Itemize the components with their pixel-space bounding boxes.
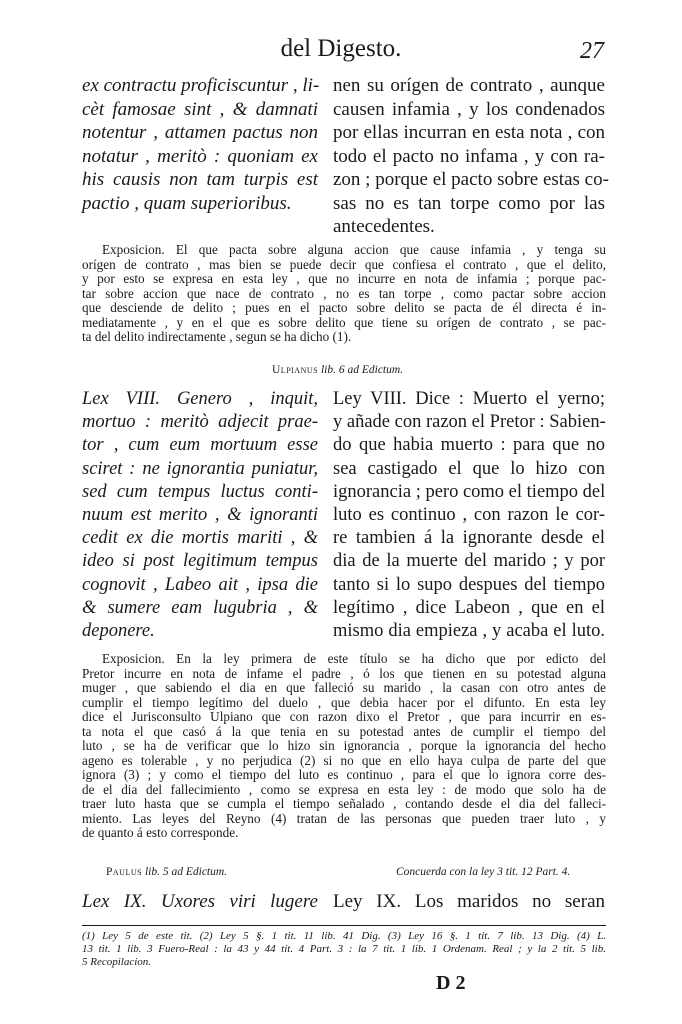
spanish-line: sas no es tan torpe como por las bbox=[333, 192, 605, 214]
latin-line: cognovit , Labeo ait , ipsa die bbox=[82, 574, 318, 595]
latin-line: nuum est merito , & ignoranti bbox=[82, 505, 318, 526]
signature-mark: D 2 bbox=[436, 972, 466, 994]
latin-line: ideo si post legitimum tempus bbox=[82, 551, 318, 572]
latin-line: Lex IX. Uxores viri lugere bbox=[82, 891, 318, 912]
latin-column-3 bbox=[82, 890, 318, 914]
footnote-divider bbox=[82, 925, 606, 926]
spanish-column-1 bbox=[333, 74, 609, 239]
exposicion-line: de quanto á esto corresponde. bbox=[82, 825, 239, 840]
spanish-line: y añade con razon el Pretor : Sabien- bbox=[333, 412, 606, 433]
spanish-line: legítimo , dice Labeon , que en el bbox=[333, 597, 605, 618]
concordance-note: Concuerda con la ley 3 tit. 12 Part. 4. bbox=[396, 866, 571, 878]
spanish-line: nen su orígen de contrato , aunque bbox=[333, 75, 605, 96]
exposicion-line: Exposicion. El que pacta sobre alguna accion que cause infamia , y tenga su bbox=[102, 242, 606, 257]
exposicion-line: dice el Jurisconsulto Ulpiano que con razon dixo el Pretor , que para incurrir en es- bbox=[82, 709, 606, 724]
exposicion-line: ta del delito indirectamente , segun se ha dicho (1). bbox=[82, 329, 352, 344]
latin-line: ex contractu proficiscuntur , li- bbox=[82, 75, 320, 96]
exposicion-paragraph-1 bbox=[82, 243, 606, 345]
spanish-line: Ley VIII. Dice : Muerto el yerno; bbox=[333, 389, 605, 409]
exposicion-line: ta nota el que casó á la que tenia en su potestad antes de cumplir el tiempo del bbox=[82, 723, 606, 739]
spanish-column-2 bbox=[333, 388, 605, 643]
footnote-line: 13 tit. 1 lib. 3 Fuero-Real : la 43 y 44 tit. 4 Part. 3 : la 7 tit. 1 lib. 1 Ordenam. Real ; y la 2 tit. 5 lib. bbox=[82, 943, 606, 955]
source-citation-1 bbox=[272, 364, 403, 376]
exposicion-line: y por esto se expresa en esta ley , que no incurre en nota de infamia ; porque pac- bbox=[82, 271, 606, 286]
exposicion-paragraph-2 bbox=[82, 652, 606, 841]
exposicion-line: mediatamente , y en el que es sobre delito que tiene su orígen de contrato , se pac- bbox=[82, 314, 606, 330]
spanish-line: re tambien á la ignorante desde el bbox=[333, 528, 605, 549]
exposicion-line: tar sobre accion que nace de contrato , no es tan torpe , como pactar sobre accion bbox=[82, 285, 606, 301]
spanish-line: mismo dia empieza , y acaba el luto. bbox=[333, 621, 605, 642]
latin-line: notatur , meritò : quoniam ex bbox=[82, 145, 318, 167]
spanish-column-3 bbox=[333, 890, 605, 914]
latin-line: notentur , attamen pactus non bbox=[82, 122, 318, 143]
latin-column-2 bbox=[82, 388, 318, 643]
spanish-line: causen infamia , y los condenados bbox=[333, 98, 605, 120]
exposicion-line: traer luto hasta que se cumpla el tiempo señalado , contando desde el dia del falleci- bbox=[82, 796, 606, 811]
latin-line: tor , cum eum mortuum esse bbox=[82, 435, 318, 456]
exposicion-line: que desciende de delito ; pues en el pacto sobre delito se pacta de él directa é in- bbox=[82, 300, 606, 315]
exposicion-line: miento. Las leyes del Reyno (4) tratan de las personas que pueden traer luto , y bbox=[82, 810, 606, 826]
exposicion-line: orígen de contrato , mas bien se puede decir que confiesa el contrato , que el delito, bbox=[82, 256, 606, 272]
source-reference: lib. 6 ad Edictum. bbox=[320, 364, 404, 376]
footnotes bbox=[82, 930, 606, 969]
running-head-title: del Digesto. bbox=[280, 35, 402, 62]
spanish-line: todo el pacto no infama , y con ra- bbox=[333, 145, 605, 167]
exposicion-line: muger , que sabiendo el dia en que falleció su marido , la casan con otro antes de bbox=[82, 680, 606, 695]
spanish-line: sea castigado el que lo hizo con bbox=[333, 458, 605, 479]
latin-line: cedit ex die mortis mariti , & bbox=[82, 528, 318, 549]
spanish-line: por ellas incurran en esta nota , con bbox=[333, 122, 605, 143]
spanish-line: Ley IX. Los maridos no seran bbox=[333, 891, 605, 912]
exposicion-line: de el dia del fallecimiento , como se expresa en esta ley : de modo que solo ha de bbox=[82, 781, 606, 797]
latin-line: Lex VIII. Genero , inquit, bbox=[82, 389, 318, 409]
spanish-line: ignorancia ; pero como el tiempo del bbox=[333, 481, 606, 502]
latin-line: & sumere eam lugubria , & bbox=[82, 597, 318, 618]
spanish-line: dia de la muerte del marido ; y por bbox=[333, 551, 605, 572]
spanish-line: antecedentes. bbox=[333, 216, 435, 237]
spanish-line: tanto si lo supo despues del tiempo bbox=[333, 574, 605, 595]
exposicion-line: Pretor incurre en nota de infame el padre , ó los que tienen en su potestad alguna bbox=[82, 665, 606, 681]
latin-line: deponere. bbox=[82, 621, 155, 642]
spanish-line: do que habia muerto : para que no bbox=[333, 435, 605, 456]
exposicion-line: ageno es tolerable , y no perjudica (2) si no que en ello haya culpa de parte del que bbox=[82, 752, 606, 768]
latin-line: sed cum tempus luctus conti- bbox=[82, 481, 318, 502]
source-author: Paulus bbox=[106, 866, 143, 878]
exposicion-line: ignora (3) ; y como el tiempo del luto es continuo , para el que lo ignora corre des- bbox=[82, 767, 606, 782]
source-reference: lib. 5 ad Edictum. bbox=[144, 866, 228, 878]
footnote-line: (1) Ley 5 de este tit. (2) Ley 5 §. 1 tit. 11 lib. 41 Dig. (3) Ley 16 §. 1 tit. 7 lib. 13 Dig. (4) L. bbox=[82, 930, 606, 942]
latin-column-1 bbox=[82, 74, 318, 215]
latin-line: his causis non tam turpis est bbox=[82, 169, 318, 190]
exposicion-line: cumplir el tiempo legítimo del duelo , que debia hacer por el difunto. En esta ley bbox=[82, 694, 606, 710]
latin-line: cèt famosae sint , & damnati bbox=[82, 98, 318, 120]
spanish-line: zon ; porque el pacto sobre estas co- bbox=[333, 169, 609, 190]
latin-line: sciret : ne ignorantia puniatur, bbox=[82, 458, 318, 479]
exposicion-line: luto , se ha de verificar que lo hizo sin ignorancia , porque la ignorancia del hecho bbox=[82, 738, 606, 753]
footnote-line: 5 Recopilacion. bbox=[82, 956, 152, 968]
latin-line: pactio , quam superioribus. bbox=[82, 192, 292, 214]
source-citation-2 bbox=[106, 866, 227, 878]
exposicion-line: Exposicion. En la ley primera de este título se ha dicho que por edicto del bbox=[102, 651, 606, 666]
page-number: 27 bbox=[580, 38, 604, 64]
latin-line: mortuo : meritò adjecit prae- bbox=[82, 412, 318, 433]
source-author: Ulpianus bbox=[272, 364, 319, 376]
spanish-line: luto es continuo , con razon le cor- bbox=[333, 505, 605, 526]
